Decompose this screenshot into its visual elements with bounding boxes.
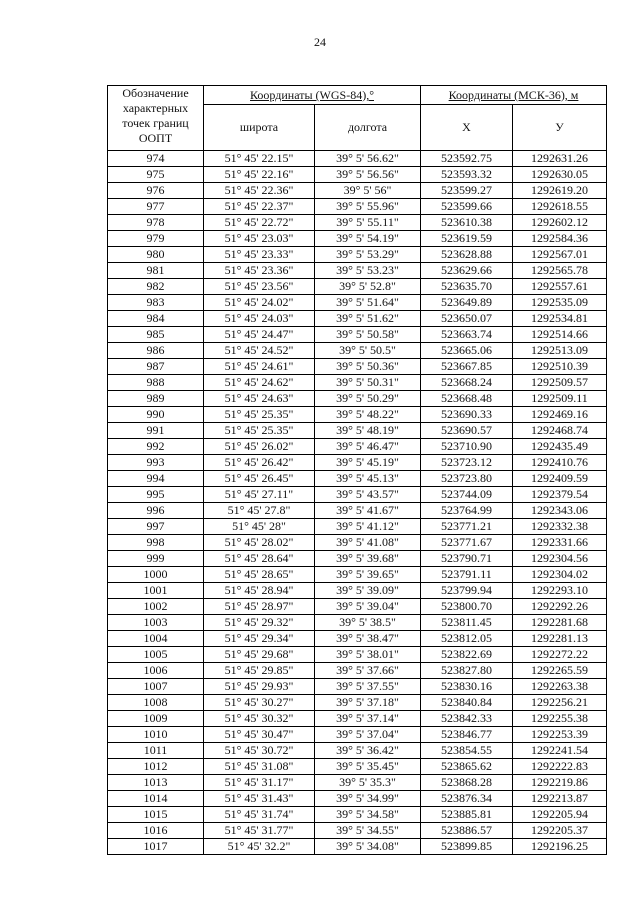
latitude-cell: 51° 45' 26.45" xyxy=(204,471,315,487)
table-row xyxy=(108,791,607,807)
point-id-cell: 986 xyxy=(108,343,204,359)
y-coordinate-cell: 1292602.12 xyxy=(513,215,607,231)
table-row xyxy=(108,519,607,535)
table-row xyxy=(108,183,607,199)
latitude-cell: 51° 45' 23.56" xyxy=(204,279,315,295)
longitude-cell: 39° 5' 34.55" xyxy=(315,823,421,839)
y-coordinate-cell: 1292509.11 xyxy=(513,391,607,407)
y-coordinate-cell: 1292281.13 xyxy=(513,631,607,647)
table-row xyxy=(108,503,607,519)
latitude-cell: 51° 45' 29.85" xyxy=(204,663,315,679)
point-id-cell: 1003 xyxy=(108,615,204,631)
y-coordinate-cell: 1292281.68 xyxy=(513,615,607,631)
y-coordinate-cell: 1292469.16 xyxy=(513,407,607,423)
x-coordinate-cell: 523885.81 xyxy=(421,807,513,823)
latitude-cell: 51° 45' 26.02" xyxy=(204,439,315,455)
point-id-cell: 991 xyxy=(108,423,204,439)
x-coordinate-cell: 523791.11 xyxy=(421,567,513,583)
latitude-cell: 51° 45' 28" xyxy=(204,519,315,535)
x-coordinate-cell: 523592.75 xyxy=(421,151,513,167)
table-row xyxy=(108,375,607,391)
table-row xyxy=(108,391,607,407)
table-row xyxy=(108,167,607,183)
y-coordinate-cell: 1292196.25 xyxy=(513,839,607,855)
point-id-cell: 998 xyxy=(108,535,204,551)
longitude-cell: 39° 5' 37.04" xyxy=(315,727,421,743)
longitude-cell: 39° 5' 37.18" xyxy=(315,695,421,711)
y-coordinate-cell: 1292219.86 xyxy=(513,775,607,791)
point-id-cell: 990 xyxy=(108,407,204,423)
coordinates-table xyxy=(107,85,607,855)
longitude-cell: 39° 5' 34.08" xyxy=(315,839,421,855)
latitude-cell: 51° 45' 30.27" xyxy=(204,695,315,711)
x-coordinate-cell: 523827.80 xyxy=(421,663,513,679)
x-coordinate-cell: 523811.45 xyxy=(421,615,513,631)
y-coordinate-cell: 1292514.66 xyxy=(513,327,607,343)
x-coordinate-cell: 523854.55 xyxy=(421,743,513,759)
table-row xyxy=(108,727,607,743)
latitude-cell: 51° 45' 31.17" xyxy=(204,775,315,791)
point-id-cell: 1011 xyxy=(108,743,204,759)
longitude-cell: 39° 5' 35.45" xyxy=(315,759,421,775)
table-row xyxy=(108,807,607,823)
latitude-cell: 51° 45' 24.63" xyxy=(204,391,315,407)
table-body xyxy=(108,151,607,855)
x-coordinate-cell: 523593.32 xyxy=(421,167,513,183)
longitude-cell: 39° 5' 34.58" xyxy=(315,807,421,823)
latitude-cell: 51° 45' 29.34" xyxy=(204,631,315,647)
table-row xyxy=(108,567,607,583)
table-row xyxy=(108,535,607,551)
longitude-cell: 39° 5' 41.08" xyxy=(315,535,421,551)
longitude-cell: 39° 5' 39.68" xyxy=(315,551,421,567)
x-coordinate-cell: 523663.74 xyxy=(421,327,513,343)
point-id-cell: 981 xyxy=(108,263,204,279)
latitude-cell: 51° 45' 24.02" xyxy=(204,295,315,311)
point-id-cell: 1000 xyxy=(108,567,204,583)
table-row xyxy=(108,199,607,215)
latitude-cell: 51° 45' 23.03" xyxy=(204,231,315,247)
latitude-cell: 51° 45' 22.72" xyxy=(204,215,315,231)
x-coordinate-cell: 523610.38 xyxy=(421,215,513,231)
x-header: X xyxy=(421,105,513,151)
x-coordinate-cell: 523822.69 xyxy=(421,647,513,663)
point-id-cell: 976 xyxy=(108,183,204,199)
longitude-cell: 39° 5' 38.01" xyxy=(315,647,421,663)
y-header: У xyxy=(513,105,607,151)
x-coordinate-cell: 523744.09 xyxy=(421,487,513,503)
y-coordinate-cell: 1292241.54 xyxy=(513,743,607,759)
latitude-cell: 51° 45' 26.42" xyxy=(204,455,315,471)
x-coordinate-cell: 523599.27 xyxy=(421,183,513,199)
x-coordinate-cell: 523812.05 xyxy=(421,631,513,647)
x-coordinate-cell: 523628.88 xyxy=(421,247,513,263)
table-row xyxy=(108,455,607,471)
table-row xyxy=(108,647,607,663)
table-row xyxy=(108,247,607,263)
latitude-cell: 51° 45' 24.52" xyxy=(204,343,315,359)
longitude-cell: 39° 5' 45.19" xyxy=(315,455,421,471)
table-row xyxy=(108,471,607,487)
y-coordinate-cell: 1292213.87 xyxy=(513,791,607,807)
latitude-cell: 51° 45' 31.08" xyxy=(204,759,315,775)
point-id-cell: 988 xyxy=(108,375,204,391)
table-row xyxy=(108,775,607,791)
longitude-cell: 39° 5' 34.99" xyxy=(315,791,421,807)
y-coordinate-cell: 1292205.94 xyxy=(513,807,607,823)
table-row xyxy=(108,327,607,343)
x-coordinate-cell: 523846.77 xyxy=(421,727,513,743)
latitude-header: широта xyxy=(204,105,315,151)
longitude-cell: 39° 5' 54.19" xyxy=(315,231,421,247)
point-id-cell: 993 xyxy=(108,455,204,471)
longitude-cell: 39° 5' 50.58" xyxy=(315,327,421,343)
latitude-cell: 51° 45' 30.32" xyxy=(204,711,315,727)
wgs84-group-label: Координаты (WGS-84),° xyxy=(250,88,374,102)
latitude-cell: 51° 45' 22.15" xyxy=(204,151,315,167)
latitude-cell: 51° 45' 28.65" xyxy=(204,567,315,583)
longitude-cell: 39° 5' 55.11" xyxy=(315,215,421,231)
point-id-cell: 985 xyxy=(108,327,204,343)
x-coordinate-cell: 523650.07 xyxy=(421,311,513,327)
point-id-cell: 999 xyxy=(108,551,204,567)
point-id-cell: 1009 xyxy=(108,711,204,727)
x-coordinate-cell: 523690.57 xyxy=(421,423,513,439)
table-row xyxy=(108,743,607,759)
point-id-cell: 977 xyxy=(108,199,204,215)
longitude-cell: 39° 5' 55.96" xyxy=(315,199,421,215)
y-coordinate-cell: 1292253.39 xyxy=(513,727,607,743)
latitude-cell: 51° 45' 22.16" xyxy=(204,167,315,183)
y-coordinate-cell: 1292631.26 xyxy=(513,151,607,167)
y-coordinate-cell: 1292292.26 xyxy=(513,599,607,615)
point-id-cell: 1005 xyxy=(108,647,204,663)
y-coordinate-cell: 1292409.59 xyxy=(513,471,607,487)
y-coordinate-cell: 1292272.22 xyxy=(513,647,607,663)
longitude-cell: 39° 5' 50.5" xyxy=(315,343,421,359)
table-row xyxy=(108,423,607,439)
longitude-cell: 39° 5' 41.67" xyxy=(315,503,421,519)
y-coordinate-cell: 1292304.56 xyxy=(513,551,607,567)
point-id-cell: 983 xyxy=(108,295,204,311)
longitude-cell: 39° 5' 50.31" xyxy=(315,375,421,391)
table-row xyxy=(108,439,607,455)
latitude-cell: 51° 45' 28.97" xyxy=(204,599,315,615)
point-id-cell: 1008 xyxy=(108,695,204,711)
table-row xyxy=(108,583,607,599)
x-coordinate-cell: 523771.21 xyxy=(421,519,513,535)
longitude-cell: 39° 5' 56.56" xyxy=(315,167,421,183)
point-designation-header: Обозначение характерных точек границ ООПТ xyxy=(108,86,204,151)
x-coordinate-cell: 523619.59 xyxy=(421,231,513,247)
y-coordinate-cell: 1292557.61 xyxy=(513,279,607,295)
msk36-group-header xyxy=(421,86,607,105)
latitude-cell: 51° 45' 24.62" xyxy=(204,375,315,391)
y-coordinate-cell: 1292256.21 xyxy=(513,695,607,711)
wgs84-group-header xyxy=(204,86,421,105)
longitude-cell: 39° 5' 53.29" xyxy=(315,247,421,263)
table-row xyxy=(108,711,607,727)
table-row xyxy=(108,615,607,631)
y-coordinate-cell: 1292584.36 xyxy=(513,231,607,247)
x-coordinate-cell: 523723.80 xyxy=(421,471,513,487)
latitude-cell: 51° 45' 27.8" xyxy=(204,503,315,519)
y-coordinate-cell: 1292222.83 xyxy=(513,759,607,775)
latitude-cell: 51° 45' 24.61" xyxy=(204,359,315,375)
point-id-cell: 974 xyxy=(108,151,204,167)
x-coordinate-cell: 523649.89 xyxy=(421,295,513,311)
latitude-cell: 51° 45' 30.47" xyxy=(204,727,315,743)
point-id-cell: 1016 xyxy=(108,823,204,839)
latitude-cell: 51° 45' 28.02" xyxy=(204,535,315,551)
table-row xyxy=(108,695,607,711)
x-coordinate-cell: 523868.28 xyxy=(421,775,513,791)
point-id-cell: 1002 xyxy=(108,599,204,615)
x-coordinate-cell: 523899.85 xyxy=(421,839,513,855)
latitude-cell: 51° 45' 27.11" xyxy=(204,487,315,503)
y-coordinate-cell: 1292619.20 xyxy=(513,183,607,199)
point-id-cell: 992 xyxy=(108,439,204,455)
x-coordinate-cell: 523667.85 xyxy=(421,359,513,375)
longitude-cell: 39° 5' 41.12" xyxy=(315,519,421,535)
y-coordinate-cell: 1292293.10 xyxy=(513,583,607,599)
table-row xyxy=(108,631,607,647)
latitude-cell: 51° 45' 22.36" xyxy=(204,183,315,199)
point-id-cell: 1006 xyxy=(108,663,204,679)
x-coordinate-cell: 523665.06 xyxy=(421,343,513,359)
latitude-cell: 51° 45' 31.43" xyxy=(204,791,315,807)
table-row xyxy=(108,231,607,247)
table-row xyxy=(108,823,607,839)
x-coordinate-cell: 523886.57 xyxy=(421,823,513,839)
y-coordinate-cell: 1292513.09 xyxy=(513,343,607,359)
page-number: 24 xyxy=(314,35,326,49)
y-coordinate-cell: 1292567.01 xyxy=(513,247,607,263)
point-id-cell: 1013 xyxy=(108,775,204,791)
longitude-cell: 39° 5' 48.22" xyxy=(315,407,421,423)
longitude-cell: 39° 5' 51.64" xyxy=(315,295,421,311)
y-coordinate-cell: 1292265.59 xyxy=(513,663,607,679)
point-id-cell: 1017 xyxy=(108,839,204,855)
longitude-cell: 39° 5' 38.47" xyxy=(315,631,421,647)
longitude-cell: 39° 5' 38.5" xyxy=(315,615,421,631)
latitude-cell: 51° 45' 29.32" xyxy=(204,615,315,631)
x-coordinate-cell: 523799.94 xyxy=(421,583,513,599)
point-id-cell: 1012 xyxy=(108,759,204,775)
point-id-cell: 989 xyxy=(108,391,204,407)
table-row xyxy=(108,295,607,311)
longitude-cell: 39° 5' 46.47" xyxy=(315,439,421,455)
y-coordinate-cell: 1292304.02 xyxy=(513,567,607,583)
longitude-cell: 39° 5' 43.57" xyxy=(315,487,421,503)
longitude-cell: 39° 5' 56.62" xyxy=(315,151,421,167)
point-id-cell: 984 xyxy=(108,311,204,327)
table-row xyxy=(108,359,607,375)
y-coordinate-cell: 1292435.49 xyxy=(513,439,607,455)
x-coordinate-cell: 523668.48 xyxy=(421,391,513,407)
table-row xyxy=(108,215,607,231)
x-coordinate-cell: 523876.34 xyxy=(421,791,513,807)
point-id-cell: 978 xyxy=(108,215,204,231)
x-coordinate-cell: 523840.84 xyxy=(421,695,513,711)
latitude-cell: 51° 45' 32.2" xyxy=(204,839,315,855)
point-id-cell: 1015 xyxy=(108,807,204,823)
longitude-cell: 39° 5' 50.29" xyxy=(315,391,421,407)
longitude-cell: 39° 5' 39.65" xyxy=(315,567,421,583)
point-id-cell: 975 xyxy=(108,167,204,183)
y-coordinate-cell: 1292255.38 xyxy=(513,711,607,727)
latitude-cell: 51° 45' 22.37" xyxy=(204,199,315,215)
x-coordinate-cell: 523723.12 xyxy=(421,455,513,471)
table-row xyxy=(108,551,607,567)
y-coordinate-cell: 1292510.39 xyxy=(513,359,607,375)
table-row xyxy=(108,679,607,695)
y-coordinate-cell: 1292343.06 xyxy=(513,503,607,519)
point-id-cell: 979 xyxy=(108,231,204,247)
point-id-cell: 997 xyxy=(108,519,204,535)
table-row xyxy=(108,279,607,295)
latitude-cell: 51° 45' 23.36" xyxy=(204,263,315,279)
table-row xyxy=(108,839,607,855)
x-coordinate-cell: 523668.24 xyxy=(421,375,513,391)
latitude-cell: 51° 45' 28.64" xyxy=(204,551,315,567)
longitude-cell: 39° 5' 50.36" xyxy=(315,359,421,375)
y-coordinate-cell: 1292535.09 xyxy=(513,295,607,311)
latitude-cell: 51° 45' 24.03" xyxy=(204,311,315,327)
y-coordinate-cell: 1292379.54 xyxy=(513,487,607,503)
longitude-cell: 39° 5' 37.14" xyxy=(315,711,421,727)
point-id-cell: 1001 xyxy=(108,583,204,599)
longitude-cell: 39° 5' 35.3" xyxy=(315,775,421,791)
point-id-cell: 994 xyxy=(108,471,204,487)
y-coordinate-cell: 1292618.55 xyxy=(513,199,607,215)
x-coordinate-cell: 523842.33 xyxy=(421,711,513,727)
longitude-cell: 39° 5' 45.13" xyxy=(315,471,421,487)
msk36-group-label: Координаты (МСК-36), м xyxy=(448,88,579,102)
longitude-cell: 39° 5' 51.62" xyxy=(315,311,421,327)
latitude-cell: 51° 45' 31.77" xyxy=(204,823,315,839)
y-coordinate-cell: 1292468.74 xyxy=(513,423,607,439)
latitude-cell: 51° 45' 29.68" xyxy=(204,647,315,663)
point-id-cell: 982 xyxy=(108,279,204,295)
x-coordinate-cell: 523830.16 xyxy=(421,679,513,695)
latitude-cell: 51° 45' 24.47" xyxy=(204,327,315,343)
y-coordinate-cell: 1292630.05 xyxy=(513,167,607,183)
latitude-cell: 51° 45' 23.33" xyxy=(204,247,315,263)
x-coordinate-cell: 523599.66 xyxy=(421,199,513,215)
point-id-cell: 1014 xyxy=(108,791,204,807)
x-coordinate-cell: 523771.67 xyxy=(421,535,513,551)
table-row xyxy=(108,263,607,279)
table-row xyxy=(108,311,607,327)
header-row-groups xyxy=(108,86,607,105)
y-coordinate-cell: 1292410.76 xyxy=(513,455,607,471)
point-id-cell: 1004 xyxy=(108,631,204,647)
latitude-cell: 51° 45' 25.35" xyxy=(204,423,315,439)
longitude-cell: 39° 5' 53.23" xyxy=(315,263,421,279)
latitude-cell: 51° 45' 25.35" xyxy=(204,407,315,423)
table-row xyxy=(108,407,607,423)
latitude-cell: 51° 45' 30.72" xyxy=(204,743,315,759)
y-coordinate-cell: 1292332.38 xyxy=(513,519,607,535)
table-row xyxy=(108,759,607,775)
x-coordinate-cell: 523635.70 xyxy=(421,279,513,295)
table-row xyxy=(108,599,607,615)
x-coordinate-cell: 523629.66 xyxy=(421,263,513,279)
y-coordinate-cell: 1292509.57 xyxy=(513,375,607,391)
point-id-cell: 1007 xyxy=(108,679,204,695)
table-row xyxy=(108,487,607,503)
table-row xyxy=(108,343,607,359)
x-coordinate-cell: 523764.99 xyxy=(421,503,513,519)
latitude-cell: 51° 45' 29.93" xyxy=(204,679,315,695)
point-id-cell: 980 xyxy=(108,247,204,263)
latitude-cell: 51° 45' 31.74" xyxy=(204,807,315,823)
y-coordinate-cell: 1292205.37 xyxy=(513,823,607,839)
table-header xyxy=(108,86,607,151)
x-coordinate-cell: 523710.90 xyxy=(421,439,513,455)
longitude-cell: 39° 5' 56" xyxy=(315,183,421,199)
x-coordinate-cell: 523800.70 xyxy=(421,599,513,615)
longitude-cell: 39° 5' 37.66" xyxy=(315,663,421,679)
point-id-cell: 1010 xyxy=(108,727,204,743)
point-id-cell: 987 xyxy=(108,359,204,375)
x-coordinate-cell: 523790.71 xyxy=(421,551,513,567)
y-coordinate-cell: 1292263.38 xyxy=(513,679,607,695)
y-coordinate-cell: 1292331.66 xyxy=(513,535,607,551)
longitude-cell: 39° 5' 52.8" xyxy=(315,279,421,295)
latitude-cell: 51° 45' 28.94" xyxy=(204,583,315,599)
x-coordinate-cell: 523690.33 xyxy=(421,407,513,423)
table-row xyxy=(108,151,607,167)
longitude-cell: 39° 5' 36.42" xyxy=(315,743,421,759)
longitude-cell: 39° 5' 37.55" xyxy=(315,679,421,695)
longitude-cell: 39° 5' 48.19" xyxy=(315,423,421,439)
point-id-cell: 996 xyxy=(108,503,204,519)
x-coordinate-cell: 523865.62 xyxy=(421,759,513,775)
table-row xyxy=(108,663,607,679)
longitude-cell: 39° 5' 39.09" xyxy=(315,583,421,599)
y-coordinate-cell: 1292565.78 xyxy=(513,263,607,279)
point-id-cell: 995 xyxy=(108,487,204,503)
longitude-cell: 39° 5' 39.04" xyxy=(315,599,421,615)
longitude-header: долгота xyxy=(315,105,421,151)
y-coordinate-cell: 1292534.81 xyxy=(513,311,607,327)
